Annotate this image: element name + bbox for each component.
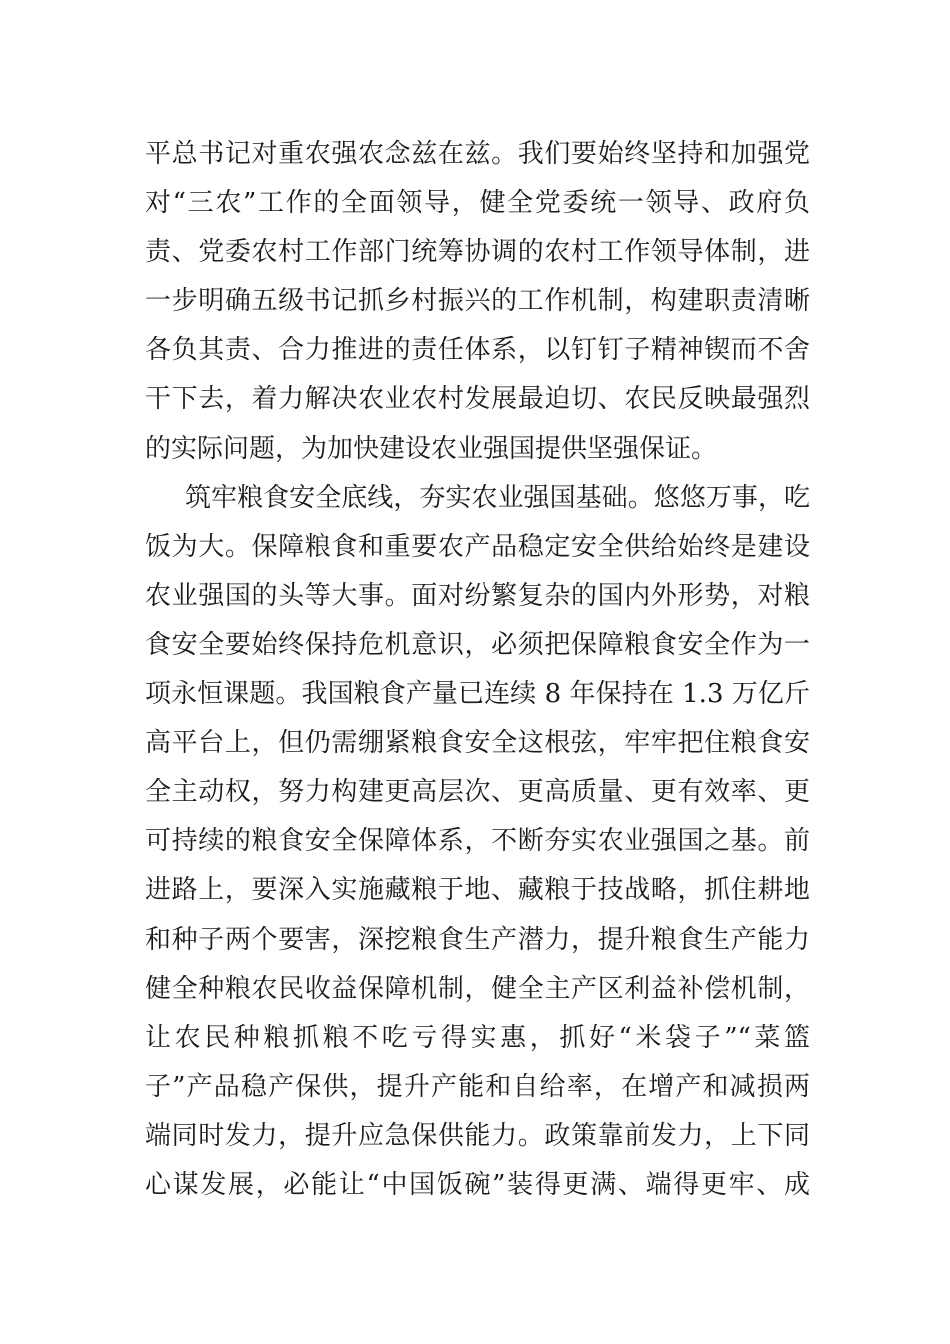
- text-line-2: 对“三农”工作的全面领导，健全党委统一领导、政府负: [145, 188, 810, 219]
- text-line-18: 健全种粮农民收益保障机制，健全主产区利益补偿机制，: [145, 973, 810, 1004]
- text-line-9: 饭为大。保障粮食和重要农产品稳定安全供给始终是建设: [145, 531, 810, 562]
- text-line-20: 子”产品稳产保供，提升产能和自给率，在增产和减损两: [145, 1071, 810, 1102]
- paragraph-start-line: 筑牢粮食安全底线，夯实农业强国基础。悠悠万事，吃: [185, 482, 810, 513]
- text-line-12: 项永恒课题。我国粮食产量已连续 8 年保持在 1.3 万亿斤: [145, 679, 810, 710]
- text-line-17: 和种子两个要害，深挖粮食生产潜力，提升粮食生产能力: [145, 924, 810, 955]
- text-line-19: 让农民种粮抓粮不吃亏得实惠，抓好“米袋子”“菜篮: [145, 1022, 810, 1053]
- text-line-16: 进路上，要深入实施藏粮于地、藏粮于技战略，抓住耕地: [145, 875, 810, 906]
- text-line-14: 全主动权，努力构建更高层次、更高质量、更有效率、更: [145, 777, 810, 808]
- text-line-5: 各负其责、合力推进的责任体系，以钉钉子精神锲而不舍: [145, 335, 810, 366]
- text-line-22: 心谋发展，必能让“中国饭碗”装得更满、端得更牢、成: [145, 1169, 810, 1200]
- text-line-1: 平总书记对重农强农念兹在兹。我们要始终坚持和加强党: [145, 139, 810, 169]
- text-line-11: 食安全要始终保持危机意识，必须把保障粮食安全作为一: [145, 629, 810, 660]
- text-line-13: 高平台上，但仍需绷紧粮食安全这根弦，牢牢把住粮食安: [145, 728, 810, 759]
- text-line-3: 责、党委农村工作部门统筹协调的农村工作领导体制，进: [145, 237, 810, 268]
- text-line-21: 端同时发力，提升应急保供能力。政策靠前发力，上下同: [145, 1120, 810, 1151]
- text-line-6: 干下去，着力解决农业农村发展最迫切、农民反映最强烈: [145, 384, 810, 415]
- document-body: [145, 130, 810, 1210]
- text-line-15: 可持续的粮食安全保障体系，不断夯实农业强国之基。前: [145, 826, 810, 857]
- text-line-7: 的实际问题，为加快建设农业强国提供坚强保证。: [145, 433, 718, 464]
- text-line-10: 农业强国的头等大事。面对纷繁复杂的国内外形势，对粮: [145, 580, 810, 611]
- text-line-4: 一步明确五级书记抓乡村振兴的工作机制，构建职责清晰: [145, 286, 810, 317]
